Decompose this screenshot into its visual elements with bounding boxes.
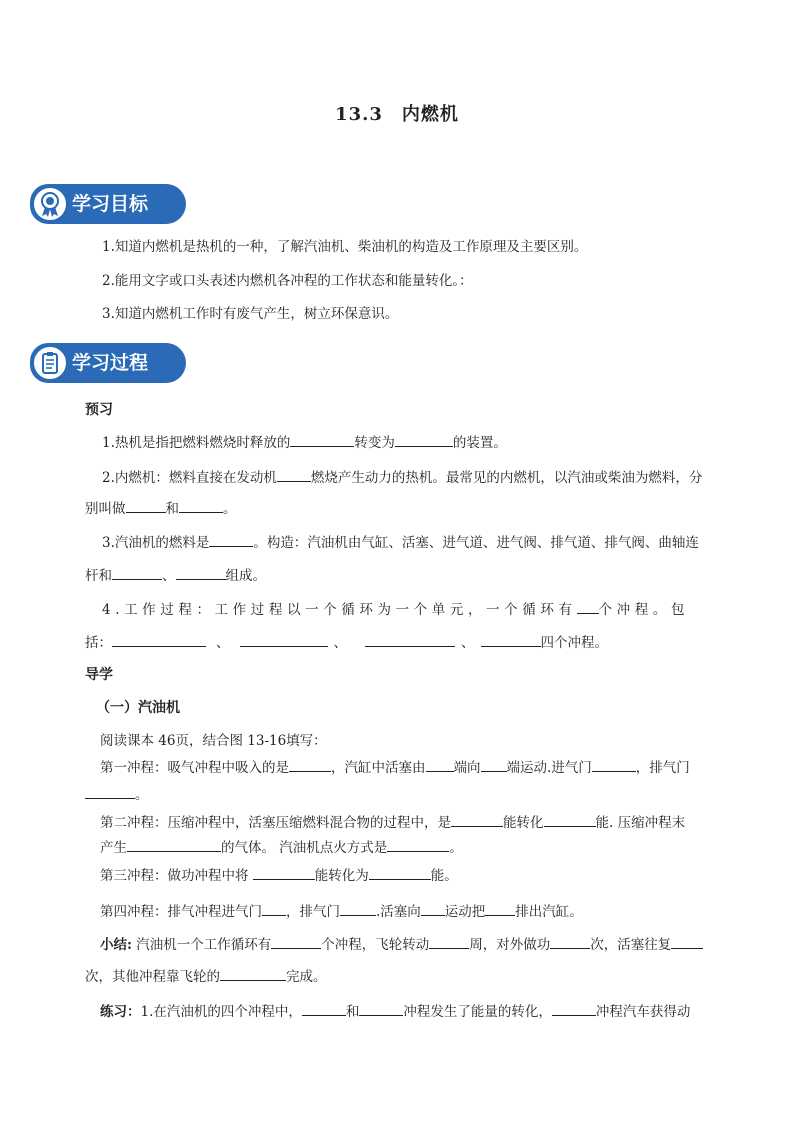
banner-tail <box>170 363 192 383</box>
stroke-1: 第一冲程：吸气冲程中吸入的是 ，汽缸中活塞由 端向 端运动.进气门 ，排气门 <box>100 760 690 776</box>
preview-q4: 4.工作过程：工作过程以一个循环为一个单元，一个循环有 个冲程。包 <box>102 602 690 618</box>
preview-q4-cont: 括： 、 、 、 四个冲程。 <box>85 635 608 651</box>
stroke-3: 第三冲程：做功冲程中将 能转化为 能。 <box>100 868 458 884</box>
stroke-2: 第二冲程：压缩冲程中，活塞压缩燃料混合物的过程中，是 能转化 能. 压缩冲程末 <box>100 815 686 831</box>
goal-item: 1.知道内燃机是热机的一种，了解汽油机、柴油机的构造及工作原理及主要区别。 <box>102 239 588 255</box>
preview-heading: 预习 <box>85 402 113 418</box>
reading-instruction: 阅读课本 46页，结合图 13-16填写： <box>100 733 327 749</box>
preview-q3: 3.汽油机的燃料是 。构造：汽油机由气缸、活塞、进气道、进气阀、排气道、排气阀、曲轴连 <box>102 535 699 551</box>
summary-cont: 次，其他冲程靠飞轮的 完成。 <box>85 969 327 985</box>
stroke-2-cont: 产生 的气体。 汽油机点火方式是 。 <box>100 840 463 856</box>
preview-q2-cont: 别叫做 和 。 <box>85 501 237 517</box>
summary: 小结: 汽油机一个工作循环有 个冲程，飞轮转动 周，对外做功 次，活塞往复 <box>100 933 703 953</box>
goals-banner <box>30 184 186 224</box>
preview-q1: 1.热机是指把燃料燃烧时释放的 转变为 的装置。 <box>102 435 507 451</box>
gasoline-engine-subheading: （一）汽油机 <box>96 700 180 716</box>
goal-item: 2.能用文字或口头表述内燃机各冲程的工作状态和能量转化。： <box>102 273 473 289</box>
process-banner <box>30 343 186 383</box>
guide-heading: 导学 <box>85 667 113 683</box>
clipboard-icon <box>32 345 68 381</box>
practice: 练习：1.在汽油机的四个冲程中， 和 冲程发生了能量的转化， 冲程汽车获得动 <box>100 1004 691 1020</box>
preview-q2: 2.内燃机：燃料直接在发动机 燃烧产生动力的热机。最常见的内燃机，以汽油或柴油为燃料，分 <box>102 470 703 486</box>
goal-item: 3.知道内燃机工作时有废气产生，树立环保意识。 <box>102 306 399 322</box>
preview-q3-cont: 杆和 、 组成。 <box>85 568 266 584</box>
stroke-4: 第四冲程：排气冲程进气门 ，排气门 .活塞向 运动把 排出汽缸。 <box>100 904 583 920</box>
award-icon <box>32 186 68 222</box>
banner-tail <box>170 204 192 224</box>
goals-banner-label: 学习目标 <box>72 193 149 215</box>
process-banner-label: 学习过程 <box>72 352 149 374</box>
page-title: 13.3 内燃机 <box>335 104 459 125</box>
stroke-1-cont: 。 <box>85 783 149 803</box>
